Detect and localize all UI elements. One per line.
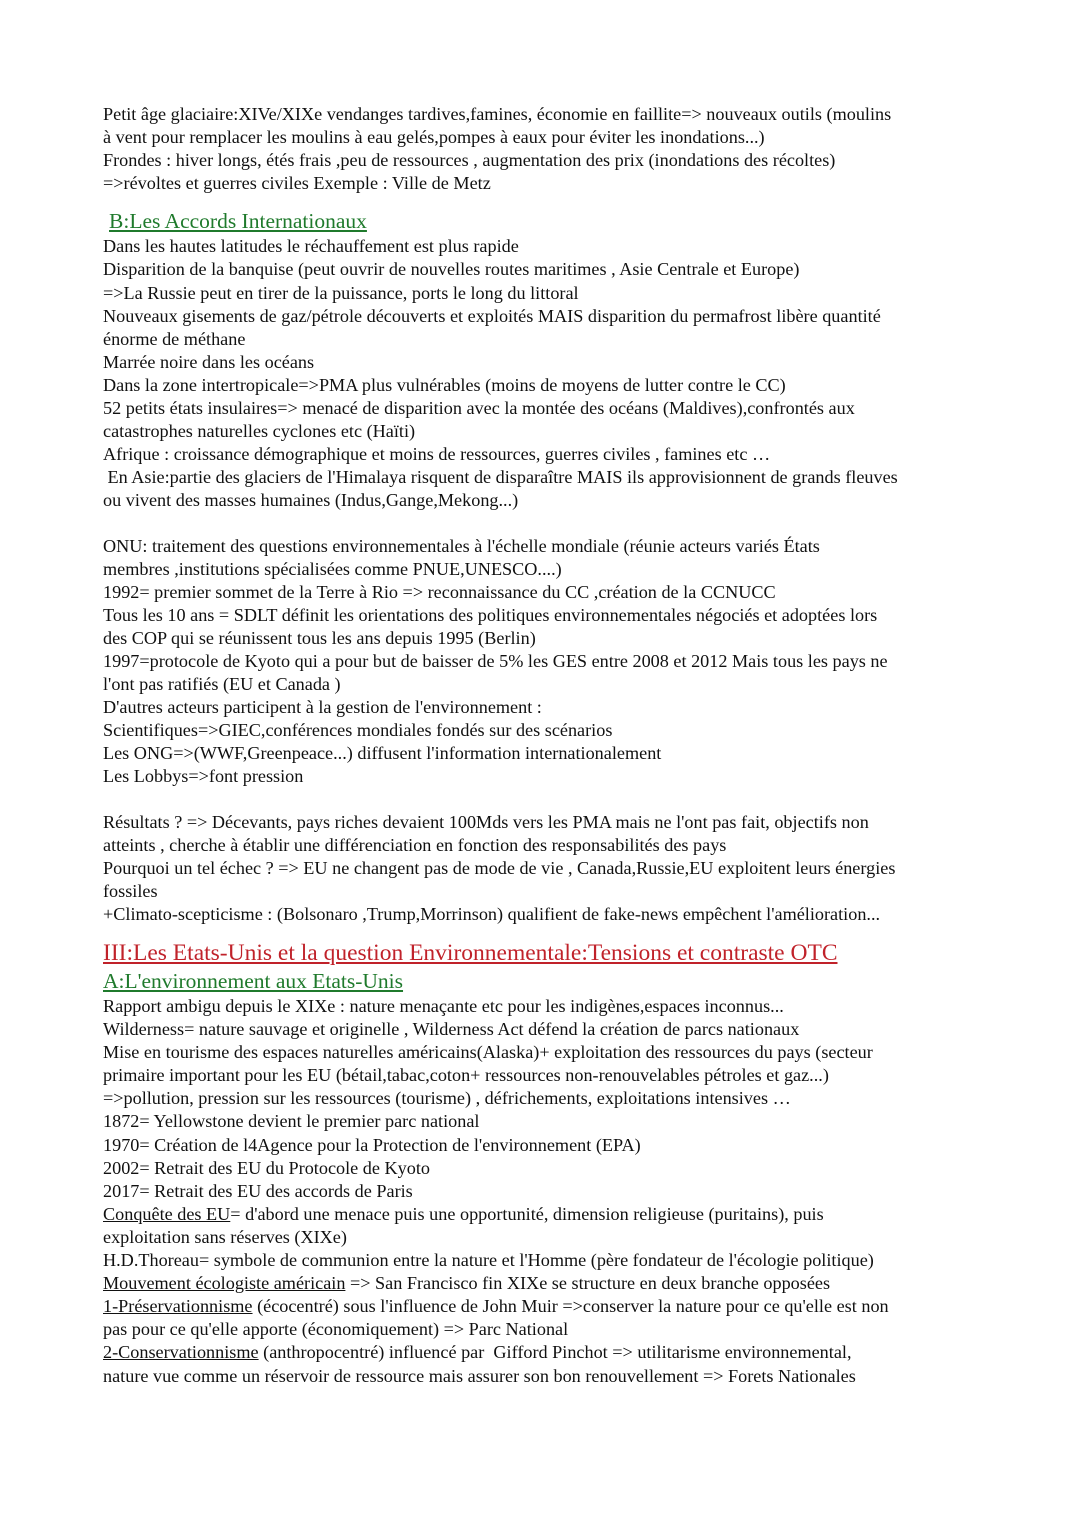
- text-line: Nouveaux gisements de gaz/pétrole découverts et exploités MAIS disparition du permafrost libère quantité: [103, 305, 881, 326]
- text-line: exploitation sans réserves (XIXe): [103, 1226, 347, 1247]
- text-line: Afrique : croissance démographique et moins de ressources, guerres civiles , famines etc …: [103, 444, 771, 465]
- section-b-body: [103, 235, 1003, 512]
- text-line: membres ,institutions spécialisées comme PNUE,UNESCO....): [103, 558, 562, 579]
- text-line: Marrée noire dans les océans: [103, 351, 315, 372]
- section-iii-a-heading: A:L'environnement aux Etats-Unis: [103, 969, 404, 993]
- text-line: =>La Russie peut en tirer de la puissance, ports le long du littoral: [103, 282, 579, 303]
- text-line: Dans les hautes latitudes le réchauffement est plus rapide: [103, 236, 519, 257]
- underlined-term: 2-Conservationnisme: [103, 1342, 259, 1363]
- text-span: (écocentré) sous l'influence de John Muir =>conserver la nature pour ce qu'elle est non: [252, 1296, 889, 1317]
- text-line: 1992= premier sommet de la Terre à Rio => reconnaissance du CC ,création de la CCNUCC: [103, 581, 776, 602]
- text-line: 1872= Yellowstone devient le premier parc national: [103, 1111, 480, 1132]
- text-line: Dans la zone intertropicale=>PMA plus vulnérables (moins de moyens de lutter contre le CC): [103, 374, 786, 395]
- text-line: Disparition de la banquise (peut ouvrir de nouvelles routes maritimes , Asie Centrale et Europe): [103, 259, 800, 280]
- intro-paragraph: [103, 103, 1003, 195]
- text-line: Mise en tourisme des espaces naturelles américains(Alaska)+ exploitation des ressources du pays (secteur: [103, 1042, 873, 1063]
- mouvement-line: [103, 1272, 1003, 1295]
- section-iii-a-body: [103, 995, 1003, 1388]
- text-line: l'ont pas ratifiés (EU et Canada ): [103, 674, 341, 695]
- text-line: ou vivent des masses humaines (Indus,Gange,Mekong...): [103, 490, 519, 511]
- text-line: énorme de méthane: [103, 328, 246, 349]
- text-line: D'autres acteurs participent à la gestion de l'environnement :: [103, 697, 542, 718]
- text-span: = d'abord une menace puis une opportunité, dimension religieuse (puritains), puis: [230, 1203, 824, 1224]
- text-line: nature vue comme un réservoir de ressource mais assurer son bon renouvellement => Forets Nationales: [103, 1365, 856, 1386]
- text-line: =>pollution, pression sur les ressources (tourisme) , défrichements, exploitations intensives …: [103, 1088, 791, 1109]
- onu-paragraph: [103, 535, 1003, 789]
- text-line: Wilderness= nature sauvage et originelle , Wilderness Act défend la création de parcs nationaux: [103, 1019, 800, 1040]
- text-line: Frondes : hiver longs, étés frais ,peu de ressources , augmentation des prix (inondations des récoltes): [103, 150, 836, 171]
- underlined-term: 1-Préservationnisme: [103, 1296, 253, 1317]
- underlined-term: Mouvement écologiste américain: [103, 1273, 346, 1294]
- section-iii-heading: III:Les Etats-Unis et la question Environnementale:Tensions et contraste OTC: [103, 940, 838, 966]
- text-line: atteints , cherche à établir une différenciation en fonction des responsabilités des pays: [103, 834, 727, 855]
- text-span: (anthropocentré) influencé par Gifford Pinchot => utilitarisme environnemental,: [258, 1342, 852, 1363]
- document-page: [103, 103, 1003, 1388]
- section-b-heading: B:Les Accords Internationaux: [109, 209, 367, 234]
- text-line: ONU: traitement des questions environnementales à l'échelle mondiale (réunie acteurs variés États: [103, 535, 820, 556]
- text-line: Scientifiques=>GIEC,conférences mondiales fondés sur des scénarios: [103, 720, 613, 741]
- text-line: Résultats ? => Décevants, pays riches devaient 100Mds vers les PMA mais ne l'ont pas fait, objectifs non: [103, 811, 869, 832]
- text-line: Les Lobbys=>font pression: [103, 766, 304, 787]
- underlined-term: Conquête des EU: [103, 1203, 231, 1224]
- text-line: Petit âge glaciaire:XIVe/XIXe vendanges tardives,famines, économie en faillite=> nouveaux outils (moulins: [103, 104, 892, 124]
- text-line: 1970= Création de l4Agence pour la Protection de l'environnement (EPA): [103, 1134, 641, 1155]
- conquete-line: [103, 1203, 1003, 1226]
- text-line: Rapport ambigu depuis le XIXe : nature menaçante etc pour les indigènes,espaces inconnus...: [103, 996, 784, 1016]
- text-line: catastrophes naturelles cyclones etc (Haïti): [103, 421, 416, 442]
- text-line: pas pour ce qu'elle apporte (économiquement) => Parc National: [103, 1319, 569, 1340]
- text-line: 2017= Retrait des EU des accords de Paris: [103, 1180, 413, 1201]
- text-line: En Asie:partie des glaciers de l'Himalaya risquent de disparaître MAIS ils approvisionnent de grands fleuves: [103, 467, 898, 488]
- conservation-line: [103, 1341, 1003, 1364]
- text-line: 2002= Retrait des EU du Protocole de Kyoto: [103, 1157, 430, 1178]
- text-line: Pourquoi un tel échec ? => EU ne changent pas de mode de vie , Canada,Russie,EU exploitent leurs énergies: [103, 857, 896, 878]
- text-span: => San Francisco fin XIXe se structure en deux branche opposées: [345, 1273, 831, 1294]
- text-line: H.D.Thoreau= symbole de communion entre la nature et l'Homme (père fondateur de l'écologie politique): [103, 1250, 874, 1271]
- text-line: =>révoltes et guerres civiles Exemple : Ville de Metz: [103, 173, 491, 194]
- text-line: 52 petits états insulaires=> menacé de disparition avec la montée des océans (Maldives),confrontés aux: [103, 398, 855, 419]
- text-line: 1997=protocole de Kyoto qui a pour but de baisser de 5% les GES entre 2008 et 2012 Mais tous les pays ne: [103, 650, 888, 671]
- text-line: Les ONG=>(WWF,Greenpeace...) diffusent l'information internationalement: [103, 743, 662, 764]
- text-line: des COP qui se réunissent tous les ans depuis 1995 (Berlin): [103, 627, 536, 648]
- text-line: fossiles: [103, 880, 158, 901]
- text-line: primaire important pour les EU (bétail,tabac,coton+ ressources non-renouvelables pétroles et gaz...): [103, 1065, 829, 1086]
- text-line: Tous les 10 ans = SDLT définit les orientations des politiques environnementales négociés et adoptées lors: [103, 604, 878, 625]
- results-paragraph: [103, 811, 1003, 926]
- text-line: à vent pour remplacer les moulins à eau gelés,pompes à eaux pour éviter les inondations...): [103, 127, 765, 148]
- preservation-line: [103, 1295, 1003, 1318]
- text-line: +Climato-scepticisme : (Bolsonaro ,Trump,Morrinson) qualifient de fake-news empêchent l'amélioration...: [103, 903, 881, 924]
